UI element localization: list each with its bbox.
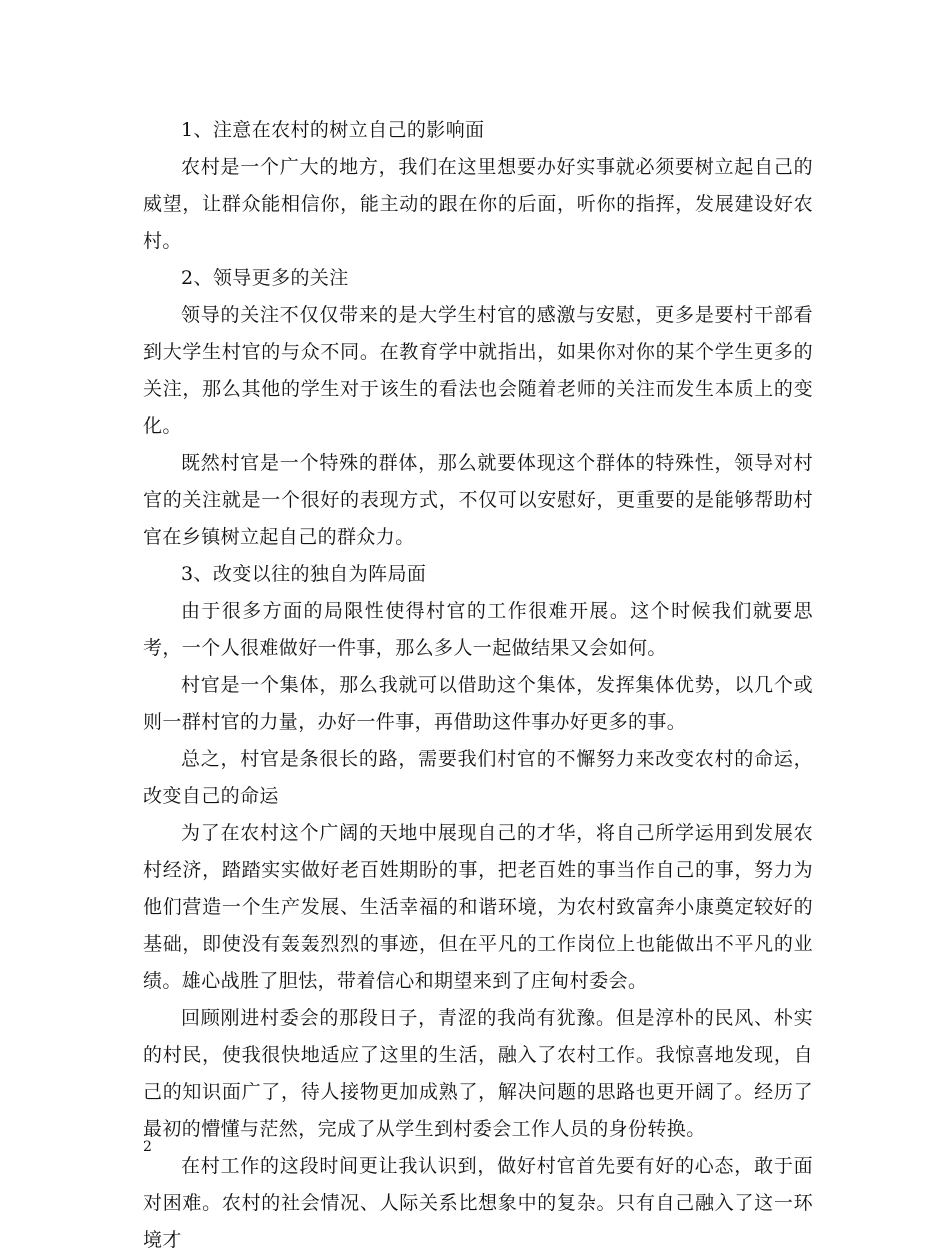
document-body: [143, 112, 813, 1259]
heading-1: 1、注意在农村的树立自己的影响面: [181, 119, 485, 141]
paragraph: 由于很多方面的局限性使得村官的工作很难开展。这个时候我们就要思考，一个人很难做好一件事，那么多人一起做结果又会如何。: [143, 600, 813, 659]
paragraph: 村官是一个集体，那么我就可以借助这个集体，发挥集体优势，以几个或则一群村官的力量，办好一件事，再借助这件事办好更多的事。: [143, 674, 813, 733]
page-number: 2: [143, 1139, 152, 1155]
paragraph: 回顾刚进村委会的那段日子，青涩的我尚有犹豫。但是淳朴的民风、朴实的村民，使我很快地适应了这里的生活，融入了农村工作。我惊喜地发现，自己的知识面广了，待人接物更加成熟了，解决问题的思路也更开阔了。经历了最初的懵懂与茫然，完成了从学生到村委会工作人员的身份转换。: [143, 1007, 813, 1140]
paragraph: 既然村官是一个特殊的群体，那么就要体现这个群体的特殊性，领导对村官的关注就是一个很好的表现方式，不仅可以安慰好，更重要的是能够帮助村官在乡镇树立起自己的群众力。: [143, 452, 813, 548]
paragraph: 农村是一个广大的地方，我们在这里想要办好实事就必须要树立起自己的威望，让群众能相信你，能主动的跟在你的后面，听你的指挥，发展建设好农村。: [143, 156, 813, 252]
paragraph: 总之，村官是条很长的路，需要我们村官的不懈努力来改变农村的命运，改变自己的命运: [143, 748, 813, 807]
paragraph: 领导的关注不仅仅带来的是大学生村官的感激与安慰，更多是要村干部看到大学生村官的与众不同。在教育学中就指出，如果你对你的某个学生更多的关注，那么其他的学生对于该生的看法也会随着老师的关注而发生本质上的变化。: [143, 304, 813, 437]
heading-2: 2、领导更多的关注: [181, 267, 349, 289]
paragraph: 在村工作的这段时间更让我认识到，做好村官首先要有好的心态，敢于面对困难。农村的社会情况、人际关系比想象中的复杂。只有自己融入了这一环境才: [143, 1155, 813, 1251]
paragraph: 为了在农村这个广阔的天地中展现自己的才华，将自己所学运用到发展农村经济，踏踏实实做好老百姓期盼的事，把老百姓的事当作自己的事，努力为他们营造一个生产发展、生活幸福的和谐环境，为农村致富奔小康奠定较好的基础，即使没有轰轰烈烈的事迹，但在平凡的工作岗位上也能做出不平凡的业绩。雄心战胜了胆怯，带着信心和期望来到了庄甸村委会。: [143, 822, 813, 992]
heading-3: 3、改变以往的独自为阵局面: [181, 563, 427, 585]
